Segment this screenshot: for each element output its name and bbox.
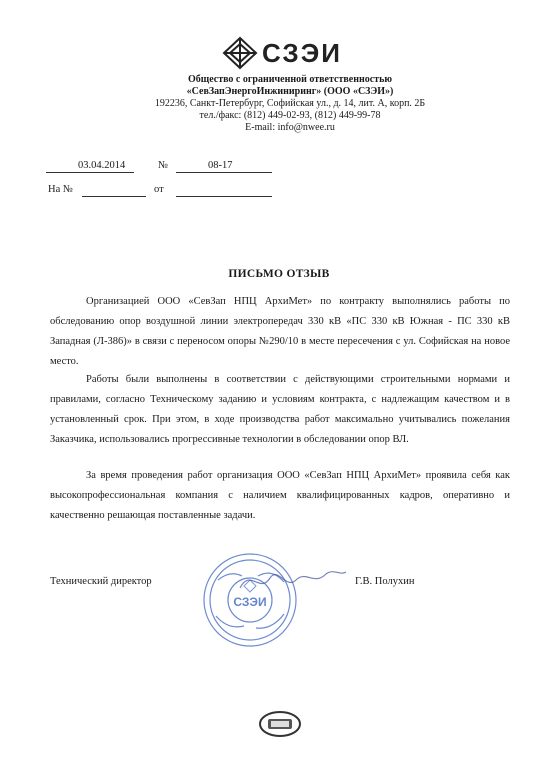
ot-label: от [154,184,164,195]
ot-underline [176,196,272,197]
org-name-line2: «СевЗапЭнергоИнжиниринг» (ООО «СЗЭИ») [186,86,394,97]
signatory-position: Технический директор [50,576,152,587]
org-phone: тел./факс: (812) 449-02-93, (812) 449-99-78 [199,110,381,121]
letter-title: ПИСЬМО ОТЗЫВ [228,268,330,280]
stamp-center-text: СЗЭИ [233,595,267,609]
letter-date: 03.04.2014 [78,160,126,171]
org-name-line1: Общество с ограниченной ответственностью [187,74,393,85]
logo-text: СЗЭИ [262,38,342,68]
org-address: 192236, Санкт-Петербург, Софийская ул., д. 14, лит. А, корп. 2Б [154,98,426,109]
paragraph-2: Работы были выполнены в соответствии с действующими строительными нормами и правилами, согласно Техническому заданию и условиям контракта, с надлежащим качеством и в установленный срок. При этом, в ходе производства работ максимально учитывались пожелания Заказчика, использовались прогрессивные технологии в обследовании опор ВЛ. [50,374,510,445]
number-underline [176,172,272,173]
logo-emblem-icon [222,36,258,70]
letter-number: 08-17 [208,160,233,171]
date-underline [46,172,134,173]
na-label: На № [48,184,73,195]
company-logo [222,36,342,70]
handwritten-signature [230,560,350,600]
signatory-name: Г.В. Полухин [355,576,415,587]
paragraph-1: Организацией ООО «СевЗап НПЦ АрхиМет» по контракту выполнялись работы по обследованию опор воздушной линии электропередач 330 кВ «ПС 330 кВ Южная - ПС 330 кВ Западная (Л-386)» в связи с переносом опоры №290/10 в месте пересечения с ул. Софийская на новое место. [50,296,510,367]
na-underline [82,196,146,197]
number-label: № [158,160,169,171]
footer-logo-icon [258,710,302,738]
paragraph-3: За время проведения работ организация ООО «СевЗап НПЦ АрхиМет» проявила себя как высокопрофессиональная компания с наличием квалифицированных кадров, оперативно и качественно решающая поставленные задачи. [50,470,510,521]
org-email: E-mail: info@nwee.ru [245,122,335,133]
